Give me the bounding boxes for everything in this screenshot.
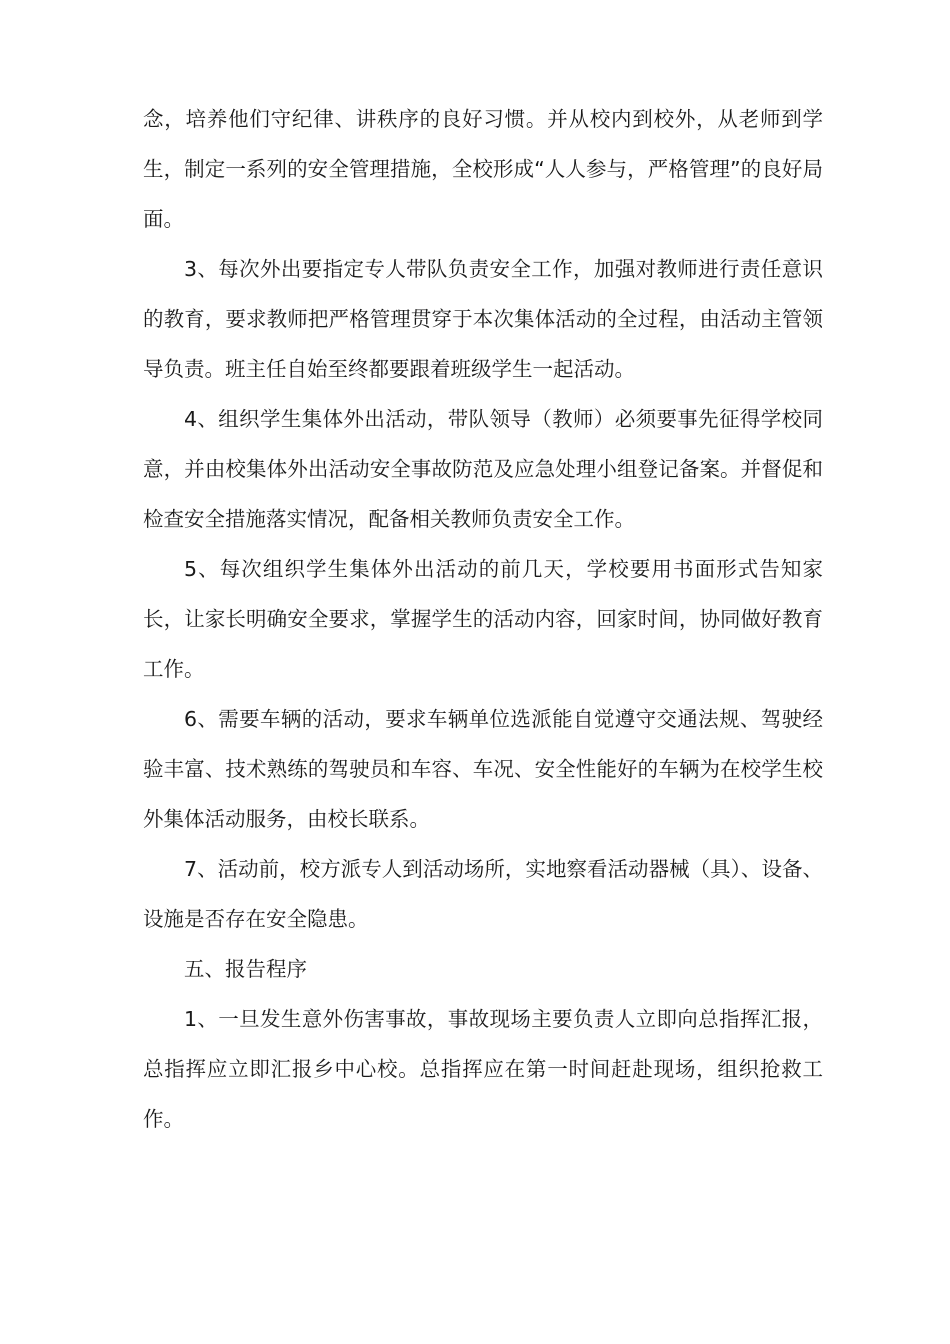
- paragraph-item-7: 7、活动前，校方派专人到活动场所，实地察看活动器械（具）、设备、设施是否存在安全隐患。: [143, 857, 823, 931]
- paragraph-continuation: 念，培养他们守纪律、讲秩序的良好习惯。并从校内到校外，从老师到学生，制定一系列的安全管理措施，全校形成“人人参与，严格管理”的良好局面。: [143, 107, 823, 231]
- document-body: [143, 94, 823, 1144]
- paragraph-item-5: 5、每次组织学生集体外出活动的前几天，学校要用书面形式告知家长，让家长明确安全要求，掌握学生的活动内容，回家时间，协同做好教育工作。: [143, 557, 823, 681]
- paragraph-item-3: 3、每次外出要指定专人带队负责安全工作，加强对教师进行责任意识的教育，要求教师把严格管理贯穿于本次集体活动的全过程，由活动主管领导负责。班主任自始至终都要跟着班级学生一起活动。: [143, 257, 823, 381]
- paragraph-item-4: 4、组织学生集体外出活动，带队领导（教师）必须要事先征得学校同意，并由校集体外出活动安全事故防范及应急处理小组登记备案。并督促和检查安全措施落实情况，配备相关教师负责安全工作。: [143, 407, 823, 531]
- paragraph-report-item-1: 1、一旦发生意外伤害事故，事故现场主要负责人立即向总指挥汇报，总指挥应立即汇报乡中心校。总指挥应在第一时间赶赴现场，组织抢救工作。: [143, 1007, 823, 1131]
- paragraph-item-6: 6、需要车辆的活动，要求车辆单位选派能自觉遵守交通法规、驾驶经验丰富、技术熟练的驾驶员和车容、车况、安全性能好的车辆为在校学生校外集体活动服务，由校长联系。: [143, 707, 823, 831]
- section-heading: 五、报告程序: [184, 957, 307, 981]
